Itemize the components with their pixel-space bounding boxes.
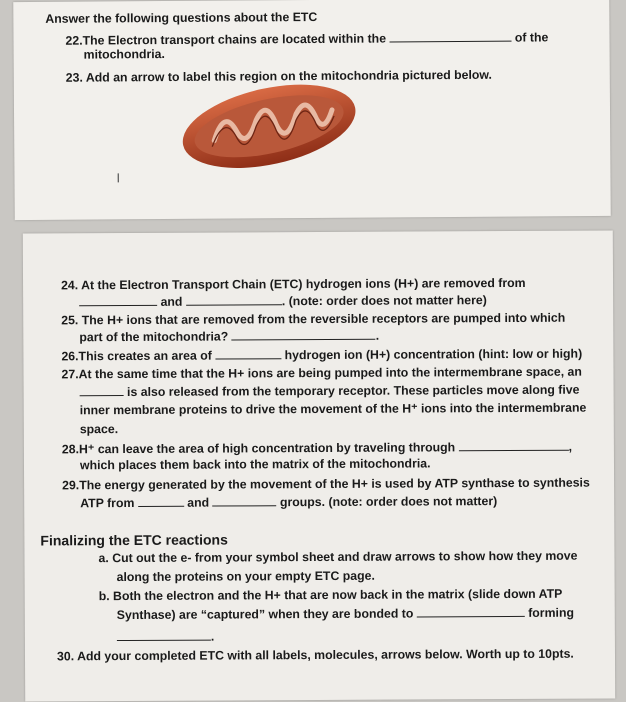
mitochondrion-image: [174, 80, 365, 173]
question-27-line1: [61, 365, 581, 383]
question-28-number: 28.: [61, 442, 80, 457]
answer-blank-22[interactable]: [389, 30, 511, 43]
finalizing-b-end: .: [210, 629, 215, 644]
answer-blank-28[interactable]: [459, 439, 569, 452]
finalizing-b-label: b.: [98, 589, 110, 604]
finalizing-b-line1: [99, 587, 563, 604]
section-heading-finalizing: Finalizing the ETC reactions: [40, 531, 228, 549]
question-29-line1: [62, 476, 590, 494]
finalizing-b-line3: [117, 629, 215, 646]
question-22-number: 22.: [65, 33, 83, 48]
text-cursor-icon: I: [116, 170, 121, 186]
question-29-text2b: groups. (note: order does not matter): [279, 494, 498, 510]
finalizing-b-line2: [117, 605, 574, 623]
question-26-text-b: hydrogen ion (H+) concentration (hint: low or high): [284, 346, 583, 363]
question-24-line2: [79, 292, 487, 310]
question-22-after: of the: [514, 30, 549, 45]
finalizing-b-text2: Synthase) are “captured” when they are bonded to: [116, 606, 414, 623]
answer-blank-26[interactable]: [215, 347, 281, 359]
question-25-text: The H+ ions that are removed from the reversible receptors are pumped into which: [81, 310, 566, 328]
question-26-number: 26.: [61, 349, 79, 364]
instruction-text: Answer the following questions about the ETC: [45, 9, 318, 26]
finalizing-b-forming: forming: [528, 605, 574, 620]
question-27-text1: At the same time that the H+ ions are being pumped into the intermembrane space, an: [78, 364, 582, 382]
question-28-line2: which places them back into the matrix of the mitochondria.: [79, 456, 431, 473]
question-29-number: 29.: [62, 478, 80, 493]
question-25-number: 25.: [61, 313, 79, 328]
finalizing-a-line1: [98, 549, 577, 567]
question-30-number: 30.: [56, 649, 75, 664]
worksheet-bottom: [23, 230, 615, 701]
question-24-and: and: [160, 294, 183, 309]
answer-blank-24a[interactable]: [79, 294, 157, 306]
question-24-text: At the Electron Transport Chain (ETC) hydrogen ions (H+) are removed from: [81, 275, 526, 293]
answer-blank-29a[interactable]: [138, 495, 184, 507]
question-22-line1: [65, 29, 548, 48]
answer-blank-b1[interactable]: [417, 605, 525, 618]
question-24-line1: [61, 276, 526, 293]
answer-blank-b2[interactable]: [117, 629, 211, 641]
question-25-end: .: [375, 328, 380, 343]
question-28-text1: H⁺ can leave the area of high concentration by traveling through: [78, 440, 456, 457]
question-30: [57, 647, 574, 665]
question-25-line1: [61, 311, 565, 329]
answer-blank-24b[interactable]: [186, 293, 282, 306]
question-30-text: Add your completed ETC with all labels, molecules, arrows below. Worth up to 10pts.: [77, 646, 574, 664]
question-24-number: 24.: [61, 278, 79, 293]
finalizing-a-text1: Cut out the e- from your symbol sheet and draw arrows to show how they move: [112, 548, 578, 566]
question-28-end: ,: [568, 439, 573, 454]
question-28-line1: [62, 439, 572, 458]
finalizing-a-line2: along the proteins on your empty ETC page.: [116, 568, 375, 585]
question-22-text: The Electron transport chains are located within the: [82, 31, 387, 48]
question-29-text1: The energy generated by the movement of the H+ is used by ATP synthase to synthesis: [79, 475, 590, 493]
finalizing-a-label: a.: [98, 551, 109, 566]
worksheet-top: [13, 0, 611, 220]
question-25-line2: [79, 328, 379, 346]
question-25-text2: part of the mitochondria?: [79, 329, 229, 345]
question-27-line4: space.: [79, 422, 119, 437]
question-29-text2a: ATP from: [80, 495, 135, 511]
question-22-line2: mitochondria.: [83, 47, 165, 62]
finalizing-b-text1: Both the electron and the H+ that are now back in the matrix (slide down ATP: [113, 586, 563, 604]
answer-blank-25[interactable]: [232, 328, 376, 341]
question-23-number: 23.: [65, 70, 83, 85]
question-23-text: Add an arrow to label this region on the mitochondria pictured below.: [85, 67, 492, 85]
question-27-line2: [80, 382, 580, 401]
question-27-line3: inner membrane proteins to drive the movement of the H⁺ ions into the intermembrane: [79, 400, 587, 418]
question-26: [61, 346, 582, 365]
question-29-line2: [80, 493, 497, 511]
question-27-text2: is also released from the temporary receptor. These particles move along five: [126, 382, 580, 400]
question-29-and: and: [187, 495, 210, 510]
question-27-number: 27.: [61, 367, 79, 382]
question-26-text-a: This creates an area of: [78, 348, 212, 364]
answer-blank-29b[interactable]: [212, 494, 276, 506]
answer-blank-27[interactable]: [80, 384, 124, 396]
question-24-note: . (note: order does not matter here): [281, 293, 487, 309]
